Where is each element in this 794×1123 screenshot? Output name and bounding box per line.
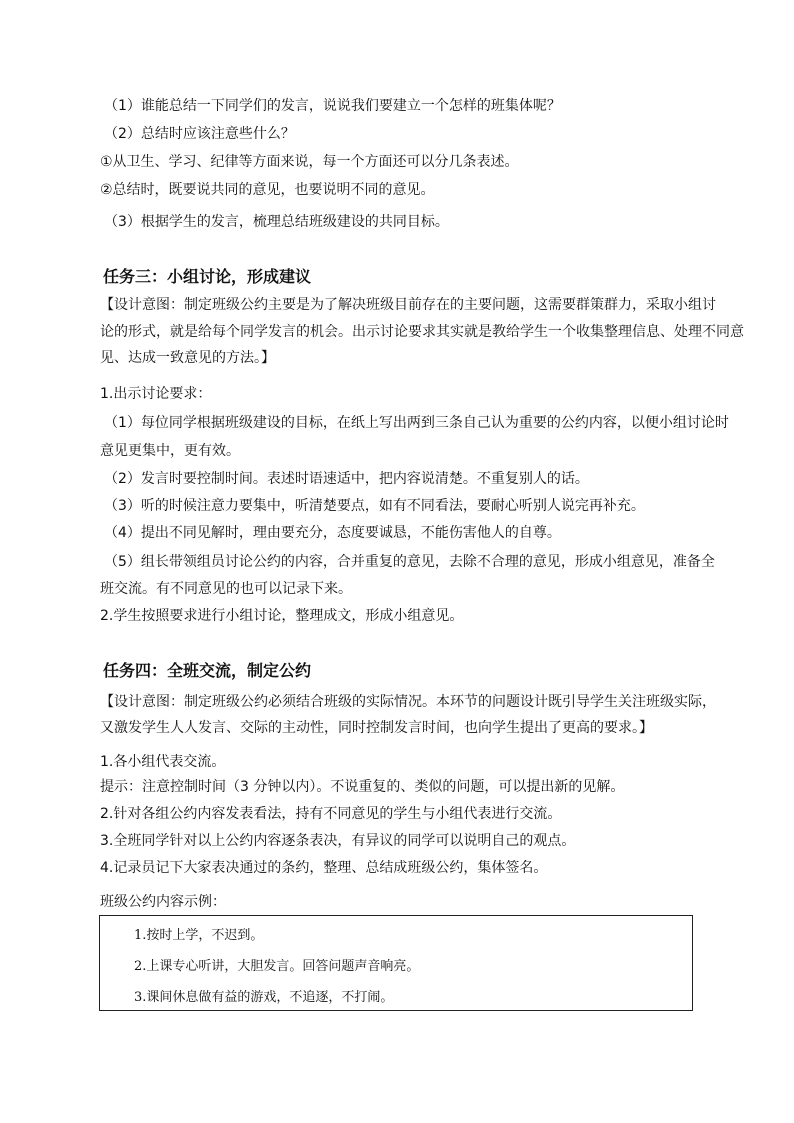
question-2: （2）总结时应该注意些什么？: [104, 126, 295, 142]
task4-step-2: 2.针对各组公约内容发表看法，持有不同意见的学生与小组代表进行交流。: [100, 806, 562, 822]
task3-req-1-line-1: （1）每位同学根据班级建设的目标，在纸上写出两到三条自己认为重要的公约内容，以便小组讨论时: [104, 415, 729, 431]
question-1: （1）谁能总结一下同学们的发言，说说我们要建立一个怎样的班集体呢？: [104, 98, 561, 114]
example-item-3: 3.课间休息做有益的游戏，不追逐，不打闹。: [134, 990, 394, 1005]
note-1: ①从卫生、学习、纪律等方面来说，每一个方面还可以分几条表述。: [100, 154, 519, 170]
task4-tip: 提示：注意控制时间（3 分钟以内）。不说重复的、类似的问题，可以提出新的见解。: [100, 779, 625, 795]
task3-req-4: （4）提出不同见解时，理由要充分，态度要诚恳，不能伤害他人的自尊。: [104, 525, 561, 541]
task3-step-1: 1.出示讨论要求：: [100, 386, 212, 402]
example-item-2: 2.上课专心听讲，大胆发言。回答问题声音响亮。: [134, 959, 420, 974]
task3-req-2: （2）发言时要控制时间。表述时语速适中，把内容说清楚。不重复别人的话。: [104, 471, 589, 487]
example-label: 班级公约内容示例：: [100, 894, 226, 910]
task3-step-2: 2.学生按照要求进行小组讨论，整理成文，形成小组意见。: [100, 608, 464, 624]
question-3: （3）根据学生的发言，梳理总结班级建设的共同目标。: [104, 214, 449, 230]
task3-intent-line-1: 【设计意图：制定班级公约主要是为了解决班级目前存在的主要问题，这需要群策群力，采取小组讨: [100, 297, 716, 313]
task4-step-4: 4.记录员记下大家表决通过的条约，整理、总结成班级公约，集体签名。: [100, 860, 548, 876]
task3-req-5-line-1: （5）组长带领组员讨论公约的内容，合并重复的意见，去除不合理的意见，形成小组意见，准备全: [104, 554, 715, 570]
example-item-1: 1.按时上学，不迟到。: [134, 928, 264, 943]
example-box: [99, 915, 693, 1011]
task4-intent-line-2: 又激发学生人人发言、交际的主动性，同时控制发言时间，也向学生提出了更高的要求。】: [100, 720, 653, 736]
task3-heading: 任务三：小组讨论，形成建议: [103, 267, 312, 286]
task3-intent-line-3: 见、达成一致意见的方法。】: [100, 350, 275, 366]
task4-intent-line-1: 【设计意图：制定班级公约必须结合班级的实际情况。本环节的问题设计既引导学生关注班级实际，: [100, 694, 716, 710]
task3-req-3: （3）听的时候注意力要集中，听清楚要点，如有不同看法，要耐心听别人说完再补充。: [104, 498, 645, 514]
task3-req-5-line-2: 班交流。有不同意见的也可以记录下来。: [100, 581, 352, 597]
task3-req-1-line-2: 意见更集中，更有效。: [100, 443, 240, 459]
task4-step-1: 1.各小组代表交流。: [100, 754, 226, 770]
task3-intent-line-2: 论的形式，就是给每个同学发言的机会。出示讨论要求其实就是教给学生一个收集整理信息、处理不同意: [100, 324, 744, 340]
task4-heading: 任务四：全班交流，制定公约: [103, 661, 312, 680]
note-2: ②总结时，既要说共同的意见，也要说明不同的意见。: [100, 182, 435, 198]
task4-step-3: 3.全班同学针对以上公约内容逐条表决，有异议的同学可以说明自己的观点。: [100, 833, 576, 849]
